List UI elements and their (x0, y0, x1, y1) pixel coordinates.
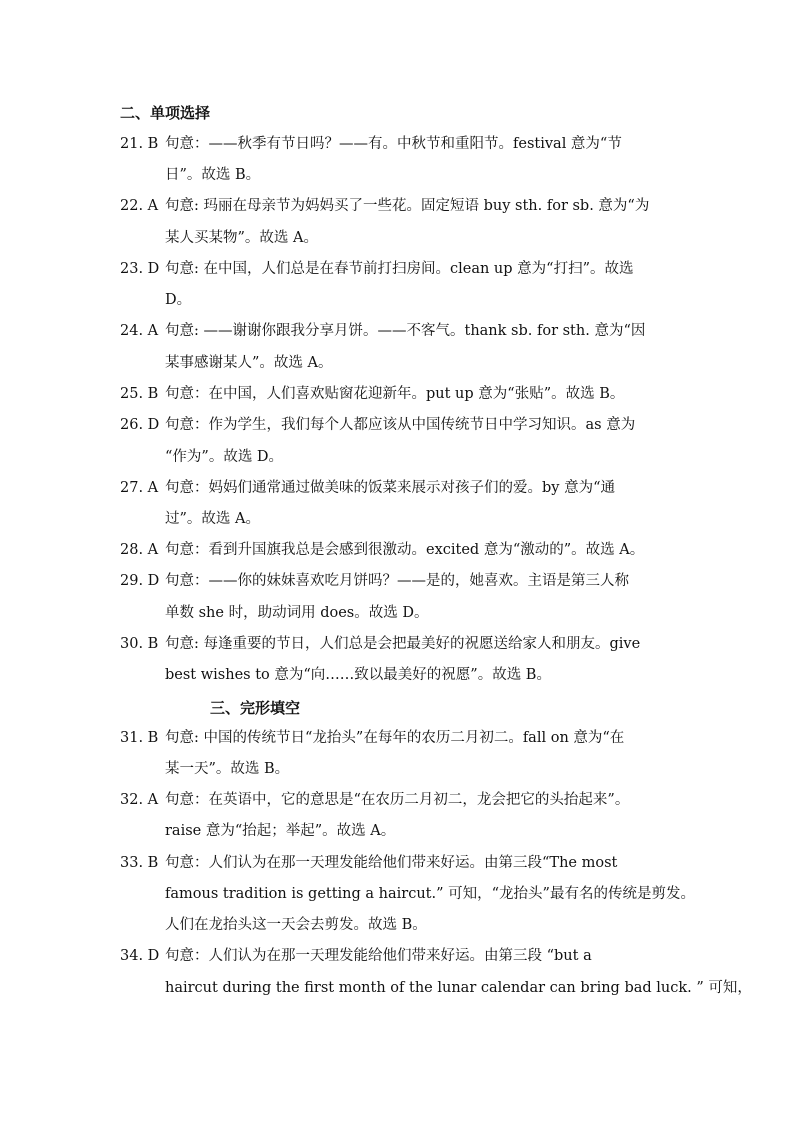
answer-text-cont: 单数 she 时，助动词用 does。故选 D。 (165, 605, 429, 621)
answer-number: 25. B (120, 386, 159, 402)
answer-text-cont: raise 意为“抬起；举起”。故选 A。 (165, 823, 396, 839)
answer-text: 句意: 在中国，人们总是在春节前打扫房间。clean up 意为“打扫”。故选 (165, 261, 634, 277)
answer-number: 26. D (120, 417, 160, 433)
answer-text-cont: 某人买某物”。故选 A。 (165, 230, 318, 246)
answer-text-cont: 过”。故选 A。 (165, 511, 260, 527)
answer-number: 27. A (120, 480, 159, 496)
answer-text-cont: haircut during the first month of the lunar calendar can bring bad luck. ” 可知， (165, 980, 752, 996)
answer-number: 31. B (120, 730, 159, 746)
answer-number: 30. B (120, 636, 159, 652)
section-heading-cloze: 三、完形填空 (210, 699, 301, 717)
answer-number: 21. B (120, 136, 159, 152)
answer-number: 28. A (120, 542, 159, 558)
answer-number: 32. A (120, 792, 159, 808)
answer-text: 句意：作为学生，我们每个人都应该从中国传统节日中学习知识。as 意为 (165, 417, 636, 433)
answer-number: 29. D (120, 573, 160, 589)
answer-text: 句意：在中国，人们喜欢贴窗花迎新年。put up 意为“张贴”。故选 B。 (165, 386, 625, 402)
answer-text: 句意: ——谢谢你跟我分享月饼。——不客气。thank sb. for sth. 意为“因 (165, 323, 646, 339)
answer-text: 句意: 中国的传统节日“龙抬头”在每年的农历二月初二。fall on 意为“在 (165, 730, 625, 746)
answer-text-cont: famous tradition is getting a haircut.” 可知，“龙抬头”最有名的传统是剪发。 (165, 886, 695, 902)
answer-text: 句意：妈妈们通常通过做美味的饭菜来展示对孩子们的爱。by 意为“通 (165, 480, 615, 496)
answer-text-cont: 人们在龙抬头这一天会去剪发。故选 B。 (165, 917, 427, 933)
section-heading-single-choice: 二、单项选择 (120, 104, 211, 122)
answer-number: 34. D (120, 948, 160, 964)
answer-text: 句意：看到升国旗我总是会感到很激动。excited 意为“激动的”。故选 A。 (165, 542, 645, 558)
answer-text-cont: best wishes to 意为“向……致以最美好的祝愿”。故选 B。 (165, 667, 551, 683)
answer-text: 句意：人们认为在那一天理发能给他们带来好运。由第三段 “but a (165, 948, 592, 964)
answer-text: 句意：——你的妹妹喜欢吃月饼吗？——是的，她喜欢。主语是第三人称 (165, 573, 629, 589)
answer-text-cont: 某事感谢某人”。故选 A。 (165, 355, 333, 371)
answer-text: 句意：在英语中，它的意思是“在农历二月初二，龙会把它的头抬起来”。 (165, 792, 630, 808)
answer-text-cont: “作为”。故选 D。 (165, 449, 284, 465)
answer-text-cont: D。 (165, 292, 192, 308)
answer-text-cont: 某一天”。故选 B。 (165, 761, 290, 777)
answer-text: 句意：人们认为在那一天理发能给他们带来好运。由第三段“The most (165, 855, 618, 871)
answer-text-cont: 日”。故选 B。 (165, 167, 261, 183)
answer-text: 句意: 每逢重要的节日，人们总是会把最美好的祝愿送给家人和朋友。give (165, 636, 641, 652)
answer-number: 22. A (120, 198, 159, 214)
answer-text: 句意: 玛丽在母亲节为妈妈买了一些花。固定短语 buy sth. for sb. 意为“为 (165, 198, 650, 214)
answer-text: 句意：——秋季有节日吗？——有。中秋节和重阳节。festival 意为“节 (165, 136, 622, 152)
answer-number: 24. A (120, 323, 159, 339)
answer-number: 23. D (120, 261, 160, 277)
answer-number: 33. B (120, 855, 159, 871)
